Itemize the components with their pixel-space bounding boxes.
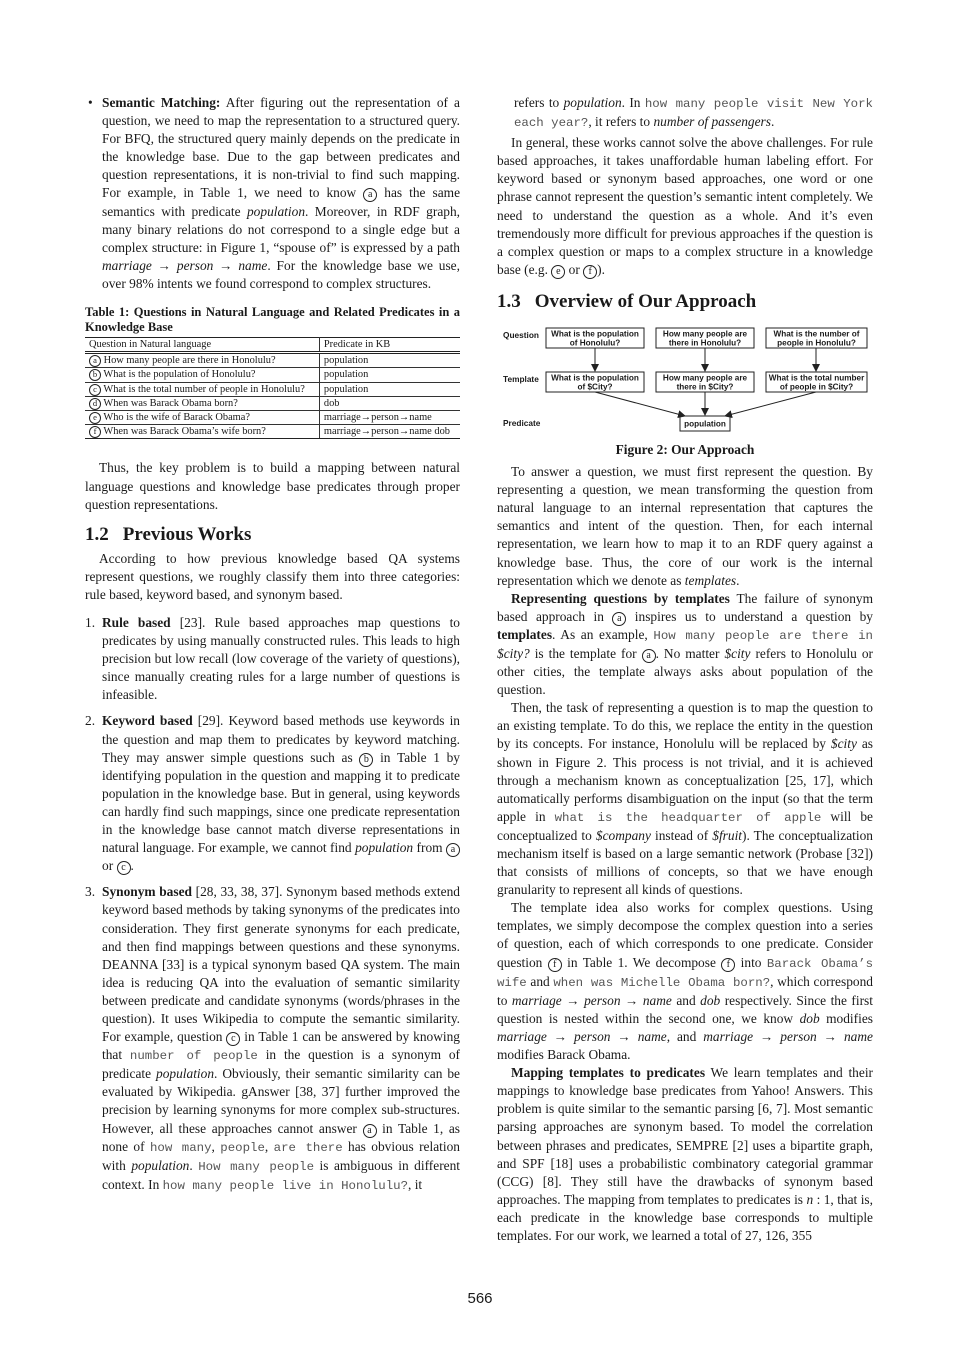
circled-f-icon: f <box>583 265 597 279</box>
circled-a-icon: a <box>363 188 377 202</box>
paragraph-in-general: In general, these works cannot solve the above challenges. For rule based approaches, it takes unaffordable human labeling effort. For keyword based or synonym based approaches, one word or one phrase cannot represent the question’s semantic intent completely. We need to understand the question as a whole. And it’s even tremendously more difficult for previous approaches if the question is a complex question or maps to a complex structure in a knowledge base (e.g. e or f ). <box>497 135 873 277</box>
circled-f-icon: f <box>721 958 735 972</box>
approach-diagram <box>497 325 873 437</box>
paragraph-thus: Thus, the key problem is to build a mapping between natural language questions and knowledge base predicates through proper question representations. <box>85 460 460 512</box>
svg-text:of people in $City?: of people in $City? <box>779 382 854 392</box>
bullet-title: Semantic Matching: <box>102 95 221 110</box>
svg-text:of Honolulu?: of Honolulu? <box>569 338 621 348</box>
figure-our-approach <box>497 325 873 437</box>
table-header-predicate: Predicate in KB <box>319 338 460 353</box>
figure-caption: Figure 2: Our Approach <box>615 441 755 457</box>
page-number: 566 <box>467 1290 493 1307</box>
svg-text:How many people are: How many people are <box>662 373 748 383</box>
svg-text:What is the total number: What is the total number <box>768 373 865 383</box>
circled-a-icon: a <box>446 843 460 857</box>
list-item-synonym-based: 3. Synonym based [28, 33, 38, 37]. Synonym based methods extend keyword based methods by taking synonyms of the predicates into consideration. They first generate synonyms for each predicate, and then find mappings between questions and these synonyms. DEANNA [33] is a typical synonym based QA system. The main idea is reducing QA into the evaluation of semantic similarity between predicate and candidate synonyms (words/phrases in the question). It uses Wikipedia to compute the semantic similarity. For example, question c in Table 1 can be answered by knowing that number of people in the question is a synonym of predicate population. Obviously, their semantic similarity can be evaluated by Wikipedia. gAnswer [38, 37] further improved the precision by learning synonyms for more complex sub-structures. However, all these approaches cannot answer a in Table 1, as none of how many, people, are there has obvious relation with population. How many people is ambiguous in different context. In how many people live in Honolulu?, it <box>85 884 461 1193</box>
paragraph-then: Then, the task of representing a question is to map the question to an existing template. To do this, we replace the entity in the question by its concepts. For instance, Honolulu will be replaced by $city as shown in Figure 2. This process is not trivial, and it is achieved through a mechanism known as conceptualization [25, 17], which automatically performs disambiguation on the input (so that the term apple in what is the headquarter of apple will be conceptualized to $company instead of $fruit). The conceptualization mechanism itself is based on a large semantic network (Probase [32]) that consists of millions of concepts, so that we have enough granularity to represent all kinds of questions. <box>497 700 873 898</box>
svg-text:How many people are: How many people are <box>662 329 748 339</box>
circled-e-icon: e <box>89 412 101 424</box>
section-heading-1-2: 1.2 Previous Works <box>85 523 252 545</box>
table-row: c What is the total number of people in Honolulu? population <box>85 382 460 396</box>
section-heading-1-3: 1.3 Overview of Our Approach <box>497 290 757 312</box>
questions-predicates-table <box>85 337 460 439</box>
circled-a-icon: a <box>612 612 626 626</box>
table-row: f When was Barack Obama’s wife born? marriage→person→name dob <box>85 425 460 439</box>
table-row: e Who is the wife of Barack Obama? marriage→person→name <box>85 411 460 425</box>
predicate-label: population <box>684 419 726 429</box>
svg-text:of $City?: of $City? <box>577 382 613 392</box>
bullet-icon: • <box>88 95 93 110</box>
paragraph-to-answer: To answer a question, we must first represent the question. By representing a question, we mean transforming the question from natural language to an internal representation that captures the semantics and intent of the question. Then, for each internal representation, we learn how to map it to an RDF query against a knowledge base. Thus, the core of our work is the internal representation which we denote as templates. <box>497 464 873 588</box>
list-item-keyword-based: 2. Keyword based [29]. Keyword based methods use keywords in the question and map them to predicates by keyword matching. They may answer simple questions such as b in Table 1 by identifying population in the question and mapping it to predicate population in the knowledge base. But in general, using keywords can hardly find such mappings, since one predicate representation in the knowledge base cannot match diverse representations in natural language. For example, we cannot find population from a or c . <box>85 713 460 874</box>
paragraph-mapping: Mapping templates to predicates We learn templates and their mappings to knowledge base predicates from Yahoo! Answers. This problem is quite similar to the semantic parsing [6, 7]. Most semantic parsing approaches are synonym based. To model the correlation between phrases and predicates, SEMPRE [2] uses a bipartite graph, and SPF [18] uses a probabilistic combinatory categorial grammar (CCG) [8]. They still have the drawbacks of synonym based approaches. The mapping from templates to predicates is n : 1, that is, each predicate in the knowledge base corresponds to multiple templates. For our work, we learned a total of 27, 126, 355 <box>497 1065 874 1243</box>
table-caption: Table 1: Questions in Natural Language and Related Predicates in a Knowledge Base <box>85 305 461 335</box>
circled-e-icon: e <box>551 265 565 279</box>
circled-a-icon: a <box>89 355 101 367</box>
paragraph-continued: refers to population. In how many people visit New York each year?, it refers to number of passengers. <box>514 95 873 131</box>
left-column <box>85 94 460 1203</box>
circled-b-icon: b <box>359 753 373 767</box>
circled-b-icon: b <box>89 369 101 381</box>
circled-f-icon: f <box>89 426 101 438</box>
table-header-question: Question in Natural language <box>85 338 319 353</box>
paragraph-representing: Representing questions by templates The failure of synonym based approach in a inspires us to understand a question by templates. As an example, How many people are there in $city? is the template for a . No matter $city refers to Honolulu or other cities, the template always asks about population of the question. <box>497 590 873 698</box>
svg-text:What is the number of: What is the number of <box>773 329 860 339</box>
paragraph-intro: According to how previous knowledge based QA systems represent questions, we roughly classify them into three categories: rule based, keyword based, and synonym based. <box>85 550 460 602</box>
paragraph-template-idea: The template idea also works for complex questions. Using templates, we simply decompose the complex question into a series of question, each of which corresponds to one predicate. Consider question f in Table 1. We decompose f into Barack Obama’s wife and when was Michelle Obama born?, which correspond to marriage → person → name and dob respectively. Since the first question is nested within the second one, we know dob modifies marriage → person → name, and marriage → person → name modifies Barack Obama. <box>497 900 873 1063</box>
circled-c-icon: c <box>89 384 101 396</box>
svg-text:there in Honolulu?: there in Honolulu? <box>668 338 742 348</box>
row-label-predicate: Predicate <box>503 417 541 428</box>
row-label-template: Template <box>503 373 539 384</box>
circled-c-icon: c <box>117 861 131 875</box>
svg-text:people in Honolulu?: people in Honolulu? <box>777 338 856 348</box>
circled-f-icon: f <box>548 958 562 972</box>
right-column <box>497 94 873 1245</box>
svg-text:What is the population: What is the population <box>551 373 639 383</box>
table-row: b What is the population of Honolulu? population <box>85 368 460 382</box>
semantic-matching-bullet: • Semantic Matching: After figuring out the representation of a question, we need to map the representation to a structured query. For BFQ, the structured query mainly depends on the predicate in the knowledge base. Due to the gap between predicates and question representations, it is non-trivial to find such mapping. For example, in Table 1, we need to know a has the same semantics with predicate population. Moreover, in RDF graph, many binary relations do not correspond to a single edge but a complex structure: in Figure 1, “spouse of” is expressed by a path marriage → person → name. For the knowledge base we use, over 98% intents we found correspond to complex structures. <box>88 95 461 291</box>
table-row: a How many people are there in Honolulu? population <box>85 353 460 368</box>
circled-d-icon: d <box>89 398 101 410</box>
circled-a-icon: a <box>363 1124 377 1138</box>
table-row: d When was Barack Obama born? dob <box>85 396 460 410</box>
circled-c-icon: c <box>226 1032 240 1046</box>
list-item-rule-based: 1. Rule based [23]. Rule based approaches map questions to predicates by using manually constructed rules. This leads to high precision but low recall (low coverage of the variety of questions), since manually creating rules for a large number of questions is infeasible. <box>85 615 460 703</box>
svg-text:there in $City?: there in $City? <box>676 382 734 392</box>
circled-a-icon: a <box>642 649 656 663</box>
arrow-icon <box>725 392 816 416</box>
arrow-icon <box>595 392 685 416</box>
row-label-question: Question <box>503 329 539 340</box>
svg-text:What is the population: What is the population <box>551 329 639 339</box>
